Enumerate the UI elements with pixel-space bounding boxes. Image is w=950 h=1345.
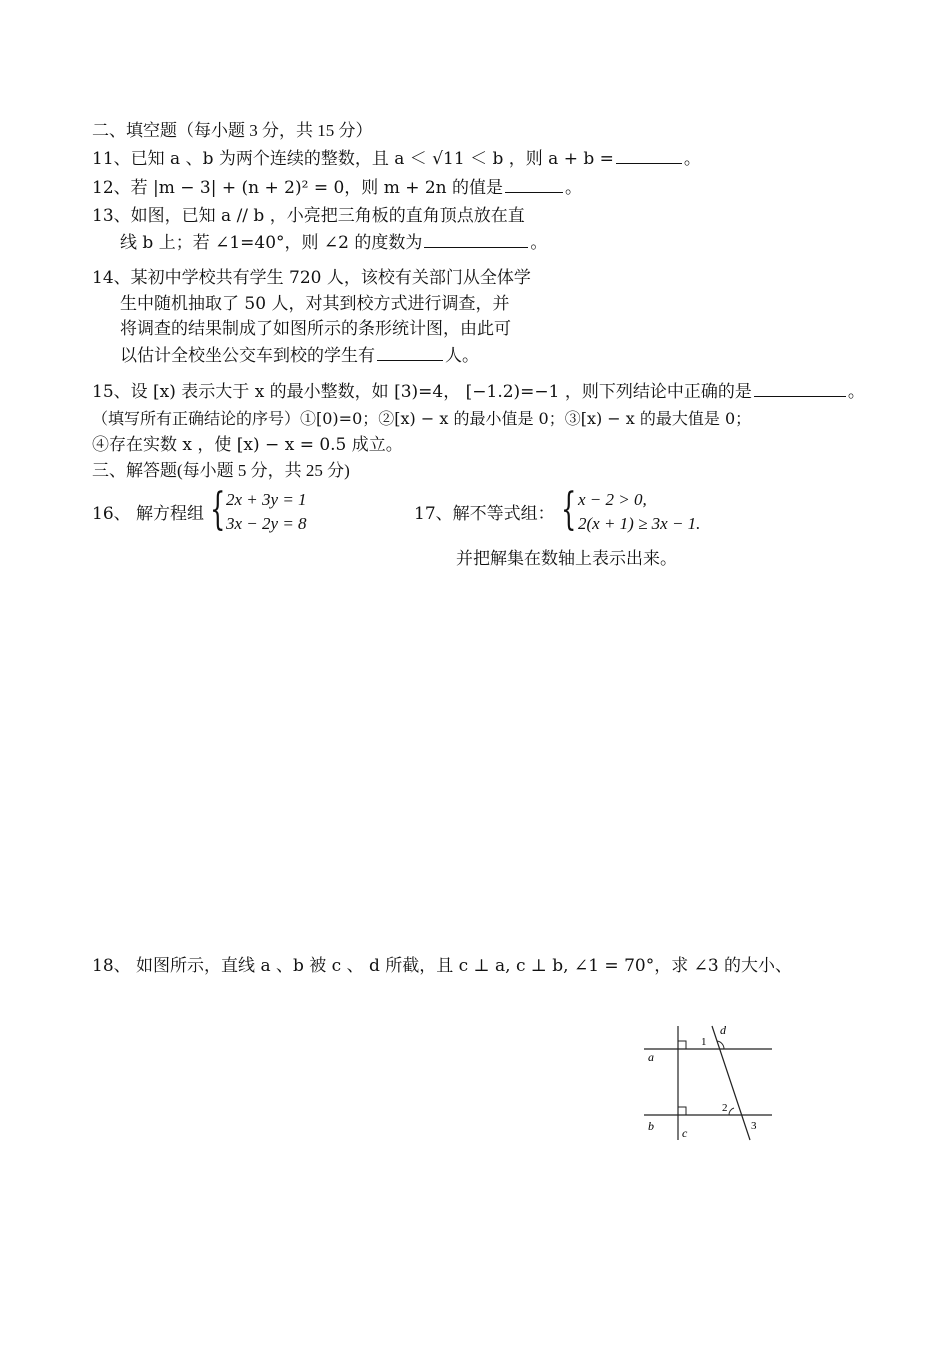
question-15-line-3: ④存在实数 x ，使 [x) − x = 0.5 成立。: [92, 435, 403, 455]
question-13-text: 线 b 上；若 ∠1=40°，则 ∠2 的度数为: [120, 233, 423, 253]
label-angle-1: 1: [701, 1036, 707, 1048]
question-15-text: 15、设 [x) 表示大于 x 的最小整数，如 [3)=4， [−1.2)=−1 ，则下列结论中正确的是: [92, 382, 752, 402]
question-13-end: 。: [530, 233, 548, 253]
label-c: c: [682, 1126, 688, 1140]
left-brace-icon: {: [210, 484, 226, 535]
question-14-line-3: 将调查的结果制成了如图所示的条形统计图，由此可: [120, 319, 511, 339]
question-14-text: 以估计全校坐公交车到校的学生有: [120, 346, 375, 366]
question-18: 18、 如图所示，直线 a 、b 被 c 、 d 所截，且 c ⊥ a, c ⊥ b, ∠1 = 70°，求 ∠3 的大小、: [92, 956, 793, 976]
inequality-17-2: 2(x + 1) ≥ 3x − 1.: [578, 514, 701, 533]
answer-blank-12[interactable]: [505, 176, 563, 193]
equation-16-2: 3x − 2y = 8: [226, 514, 307, 533]
question-12: [92, 176, 582, 199]
section-3-heading: 三、解答题(每小题 5 分，共 25 分): [92, 461, 350, 480]
label-d: d: [720, 1023, 726, 1037]
right-angle-mark-a: [678, 1041, 686, 1049]
question-13-line-1: 13、如图，已知 a // b ，小亮把三角板的直角顶点放在直: [92, 206, 525, 226]
right-angle-mark-b: [678, 1107, 686, 1115]
question-14-line-2: 生中随机抽取了 50 人，对其到校方式进行调查，并: [120, 294, 510, 314]
question-13-line-2: [120, 231, 547, 254]
question-11: [92, 147, 701, 170]
question-16-label: 16、 解方程组: [92, 504, 205, 524]
answer-blank-15[interactable]: [754, 380, 846, 397]
question-14-line-4: [120, 344, 479, 367]
label-angle-3: 3: [751, 1120, 757, 1132]
question-14-line-1: 14、某初中学校共有学生 720 人，该校有关部门从全体学: [92, 268, 531, 288]
label-angle-2: 2: [722, 1102, 728, 1114]
label-b: b: [648, 1119, 654, 1133]
question-15-end: 。: [847, 382, 865, 402]
answer-blank-14[interactable]: [377, 344, 443, 361]
answer-blank-11[interactable]: [616, 147, 682, 164]
question-17-note: 并把解集在数轴上表示出来。: [456, 549, 677, 569]
inequality-17-1: x − 2 > 0,: [578, 490, 647, 509]
question-14-end: 人。: [445, 346, 479, 366]
question-11-text: 11、已知 a 、b 为两个连续的整数，且 a ＜ √11 ＜ b ，则 a + b =: [92, 149, 614, 169]
angle-2-arc: [729, 1108, 734, 1115]
inequality-system-17: [578, 488, 700, 536]
line-d: [712, 1026, 750, 1140]
question-12-text: 12、若 |m − 3| + (n + 2)² = 0，则 m + 2n 的值是: [92, 178, 504, 198]
question-17-label: 17、解不等式组：: [414, 504, 555, 524]
section-2-heading: 二、填空题（每小题 3 分，共 15 分）: [92, 121, 373, 140]
equation-system-16: [226, 488, 307, 536]
question-15-line-2: （填写所有正确结论的序号）①[0)=0；②[x) − x 的最小值是 0；③[x) − x 的最大值是 0；: [92, 409, 752, 428]
parallel-lines-figure: [640, 1018, 780, 1144]
left-brace-icon: {: [561, 484, 577, 535]
question-15-line-1: [92, 380, 865, 403]
label-a: a: [648, 1050, 654, 1064]
answer-blank-13[interactable]: [424, 231, 528, 248]
question-12-end: 。: [565, 178, 583, 198]
equation-16-1: 2x + 3y = 1: [226, 490, 307, 509]
question-11-end: 。: [683, 149, 701, 169]
